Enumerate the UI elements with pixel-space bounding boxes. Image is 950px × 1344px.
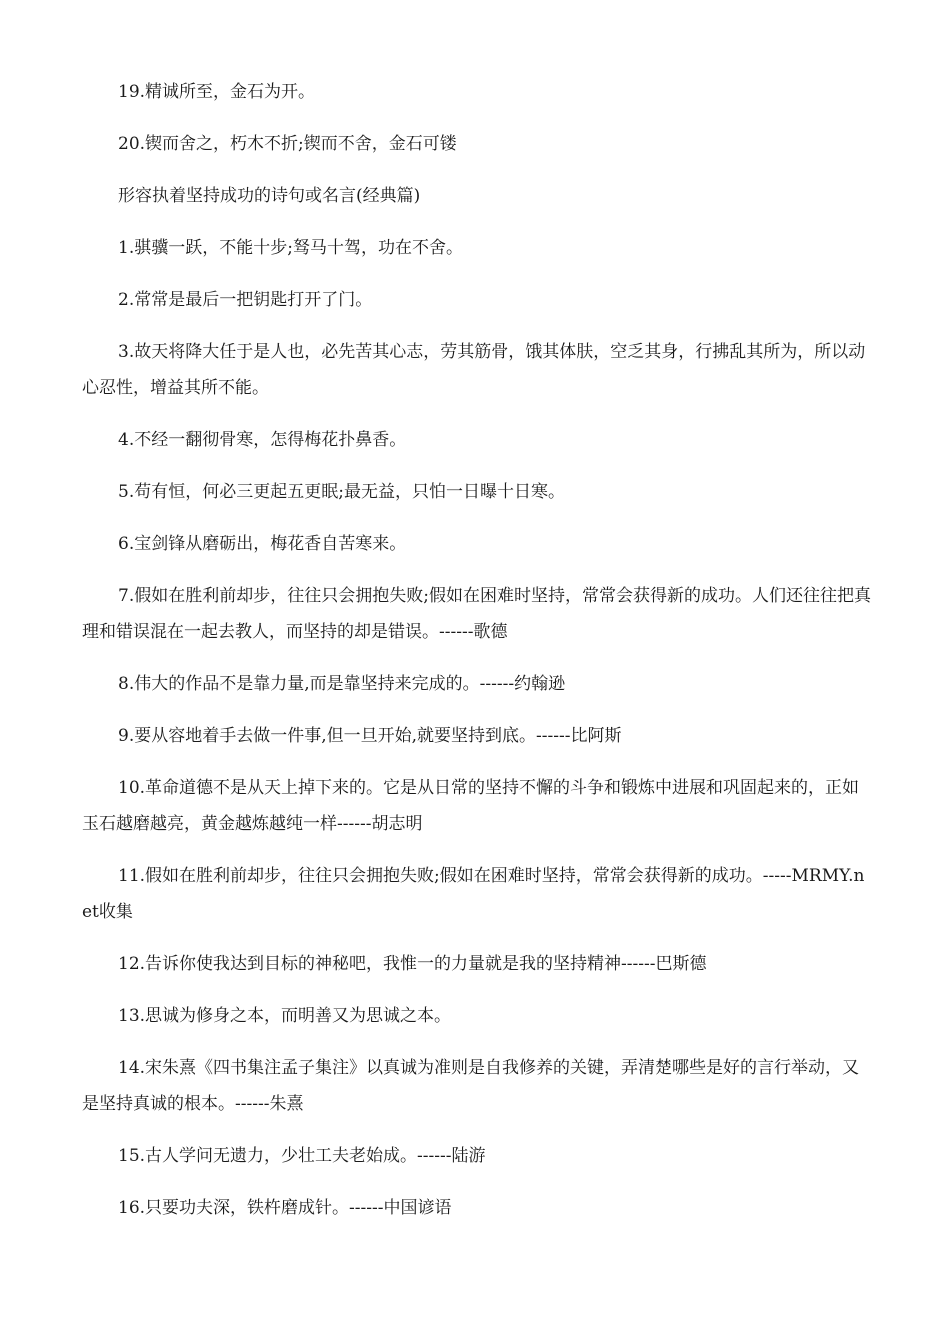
quote-12: 12.告诉你使我达到目标的神秘吧，我惟一的力量就是我的坚持精神------巴斯德 <box>118 954 707 974</box>
quote-2: 2.常常是最后一把钥匙打开了门。 <box>118 290 373 310</box>
quote-11: 11.假如在胜利前却步，往往只会拥抱失败;假如在困难时坚持，常常会获得新的成功。-----MRMY.net收集 <box>82 866 865 922</box>
quote-4: 4.不经一翻彻骨寒，怎得梅花扑鼻香。 <box>118 430 407 450</box>
quote-16: 16.只要功夫深，铁杵磨成针。------中国谚语 <box>118 1198 452 1218</box>
quote-7: 7.假如在胜利前却步，往往只会拥抱失败;假如在困难时坚持，常常会获得新的成功。人们还往往把真理和错误混在一起去教人，而坚持的却是错误。------歌德 <box>82 586 871 642</box>
quote-3: 3.故天将降大任于是人也，必先苦其心志，劳其筋骨，饿其体肤，空乏其身，行拂乱其所为，所以动心忍性，增益其所不能。 <box>82 342 866 398</box>
quote-13: 13.思诚为修身之本，而明善又为思诚之本。 <box>118 1006 452 1026</box>
quote-1: 1.骐骥一跃，不能十步;驽马十驾，功在不舍。 <box>118 238 463 258</box>
quote-15: 15.古人学问无遗力，少壮工夫老始成。------陆游 <box>118 1146 486 1166</box>
quote-14: 14.宋朱熹《四书集注孟子集注》以真诚为准则是自我修养的关键，弄清楚哪些是好的言行举动，又是坚持真诚的根本。------朱熹 <box>82 1058 860 1114</box>
quote-9: 9.要从容地着手去做一件事,但一旦开始,就要坚持到底。------比阿斯 <box>118 726 622 746</box>
section-heading: 形容执着坚持成功的诗句或名言(经典篇) <box>118 186 421 206</box>
quote-20: 20.锲而舍之，朽木不折;锲而不舍，金石可镂 <box>118 134 457 154</box>
quote-6: 6.宝剑锋从磨砺出，梅花香自苦寒来。 <box>118 534 407 554</box>
quote-10: 10.革命道德不是从天上掉下来的。它是从日常的坚持不懈的斗争和锻炼中进展和巩固起来的，正如玉石越磨越亮，黄金越炼越纯一样------胡志明 <box>82 778 860 834</box>
quote-5: 5.苟有恒，何必三更起五更眠;最无益，只怕一日曝十日寒。 <box>118 482 565 502</box>
quote-8: 8.伟大的作品不是靠力量,而是靠坚持来完成的。------约翰逊 <box>118 674 566 694</box>
quote-19: 19.精诚所至，金石为开。 <box>118 82 316 102</box>
document-page <box>82 74 872 1242</box>
